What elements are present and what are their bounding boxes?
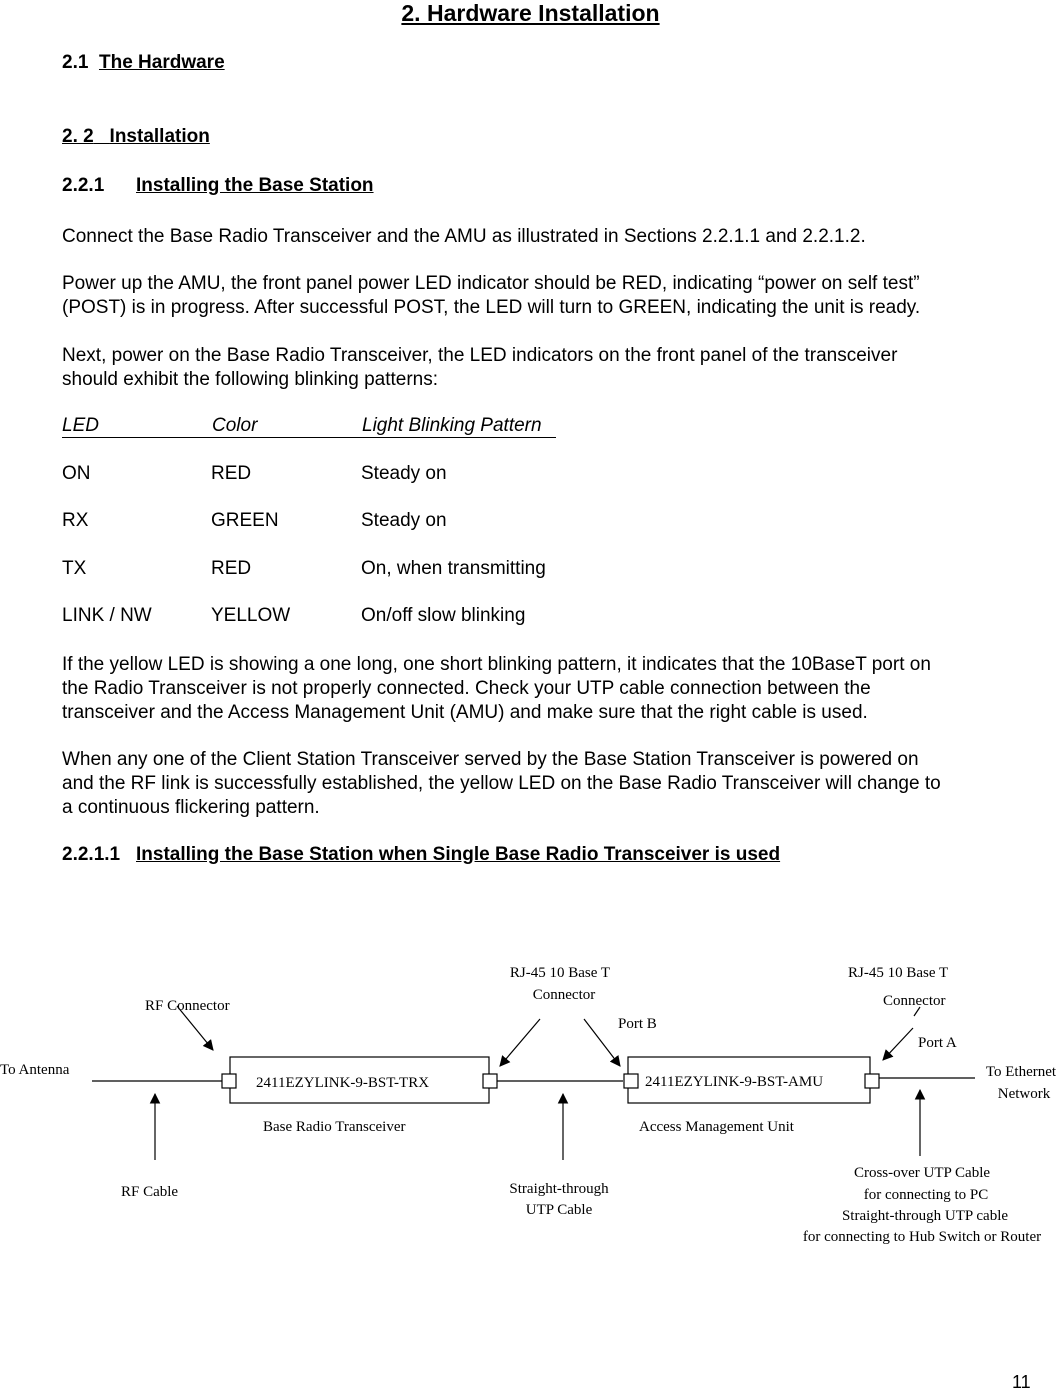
text-line: and the RF link is successfully established, the yellow LED on the Base Radio Transceiver will change to (62, 773, 941, 794)
cell-led: ON (62, 463, 91, 484)
section-number: 2.2.1.1 (62, 844, 121, 865)
cell-pattern: Steady on (361, 463, 447, 484)
rj45-port-b-arrow (584, 1019, 620, 1066)
trx-label: 2411EZYLINK-9-BST-TRX (256, 1075, 430, 1091)
rj45-a-label-line1: RJ-45 10 Base T (848, 965, 949, 981)
straight-through-label-line1: Straight-through (509, 1181, 609, 1197)
table-row (62, 558, 582, 580)
cell-color: YELLOW (211, 605, 291, 626)
table-row (62, 510, 582, 532)
to-antenna-label: To Antenna (0, 1062, 70, 1078)
cell-color: GREEN (211, 510, 279, 531)
rf-connector-label: RF Connector (145, 998, 230, 1014)
table-row (62, 463, 582, 485)
port-b-label: Port B (618, 1016, 657, 1032)
text-line: Power up the AMU, the front panel power LED indicator should be RED, indicating “power on self test” (62, 273, 920, 294)
connection-diagram (0, 950, 1061, 1250)
paragraph-yellow-led (62, 653, 1032, 725)
to-ethernet-label-line2: Network (997, 1086, 1051, 1102)
paragraph-client-station (62, 748, 1032, 820)
table-row (62, 605, 582, 627)
rj45-a-label-line2: Connector (883, 993, 946, 1009)
text-line: When any one of the Client Station Transceiver served by the Base Station Transceiver is powered on (62, 749, 919, 770)
text-line: the Radio Transceiver is not properly connected. Check your UTP cable connection between the (62, 678, 871, 699)
text-line: (POST) is in progress. After successful POST, the LED will turn to GREEN, indicating the unit is ready. (62, 297, 921, 318)
table-header-row (62, 415, 556, 438)
straight-through-label-line2: UTP Cable (525, 1202, 593, 1218)
section-number: 2.2.1 (62, 175, 105, 196)
cell-led: TX (62, 558, 87, 579)
text-line: Connect the Base Radio Transceiver and the AMU as illustrated in Sections 2.2.1.1 and 2.2.1.2. (62, 226, 866, 247)
header-color: Color (212, 415, 258, 436)
page-title: 2. Hardware Installation (401, 0, 660, 26)
paragraph-power-up (62, 272, 1032, 320)
cross-over-label-line3: Straight-through UTP cable (841, 1208, 1009, 1224)
header-pattern: Light Blinking Pattern (362, 415, 542, 436)
section-title: The Hardware (98, 52, 225, 73)
rj45-b-label-line1: RJ-45 10 Base T (509, 965, 611, 981)
cell-color: RED (211, 558, 252, 579)
amu-label: 2411EZYLINK-9-BST-AMU (645, 1074, 824, 1090)
text-line: should exhibit the following blinking patterns: (62, 369, 439, 390)
trx-caption: Base Radio Transceiver (263, 1119, 406, 1135)
cross-over-label-line2: for connecting to PC (863, 1187, 989, 1203)
port-a-label: Port A (918, 1035, 957, 1051)
section-title: Installing the Base Station when Single Base Radio Transceiver is used (136, 844, 781, 865)
section-2-1-heading (62, 52, 225, 74)
cross-over-label-line4: for connecting to Hub Switch or Router (802, 1229, 1042, 1245)
amu-port-b (624, 1074, 638, 1088)
cell-pattern: Steady on (361, 510, 447, 531)
section-2-2-1-heading (62, 175, 374, 197)
cell-led: LINK / NW (62, 605, 152, 626)
cell-led: RX (62, 510, 89, 531)
section-number: 2.1 (62, 52, 89, 73)
paragraph-connect (62, 225, 1032, 249)
text-line: Next, power on the Base Radio Transceiver, the LED indicators on the front panel of the transceiver (62, 345, 898, 366)
section-2-2-heading (62, 126, 210, 148)
paragraph-next (62, 344, 1032, 392)
header-led: LED (62, 415, 99, 436)
cross-over-label-line1: Cross-over UTP Cable (853, 1165, 991, 1181)
section-title: Installing the Base Station (136, 175, 374, 196)
page-number: 11 (1012, 1372, 1031, 1392)
rf-cable-label: RF Cable (121, 1184, 179, 1200)
to-ethernet-label-line1: To Ethernet (985, 1064, 1057, 1080)
trx-rj45-port (483, 1074, 497, 1088)
cell-pattern: On/off slow blinking (361, 605, 526, 626)
rj45-port-a-arrow (883, 1028, 913, 1060)
amu-port-a (865, 1074, 879, 1088)
section-title: Installation (109, 126, 210, 147)
section-number: 2. 2 (62, 126, 94, 147)
cell-color: RED (211, 463, 252, 484)
rf-connector-port (222, 1074, 236, 1088)
rj45-b-label-line2: Connector (532, 987, 596, 1003)
text-line: a continuous flickering pattern. (62, 797, 320, 818)
cell-pattern: On, when transmitting (361, 558, 546, 579)
amu-caption: Access Management Unit (639, 1119, 794, 1135)
text-line: If the yellow LED is showing a one long, one short blinking pattern, it indicates that the 10BaseT port on (62, 654, 931, 675)
rj45-trx-arrow (500, 1019, 540, 1066)
section-2-2-1-1-heading (62, 844, 781, 866)
text-line: transceiver and the Access Management Unit (AMU) and make sure that the right cable is used. (62, 702, 868, 723)
